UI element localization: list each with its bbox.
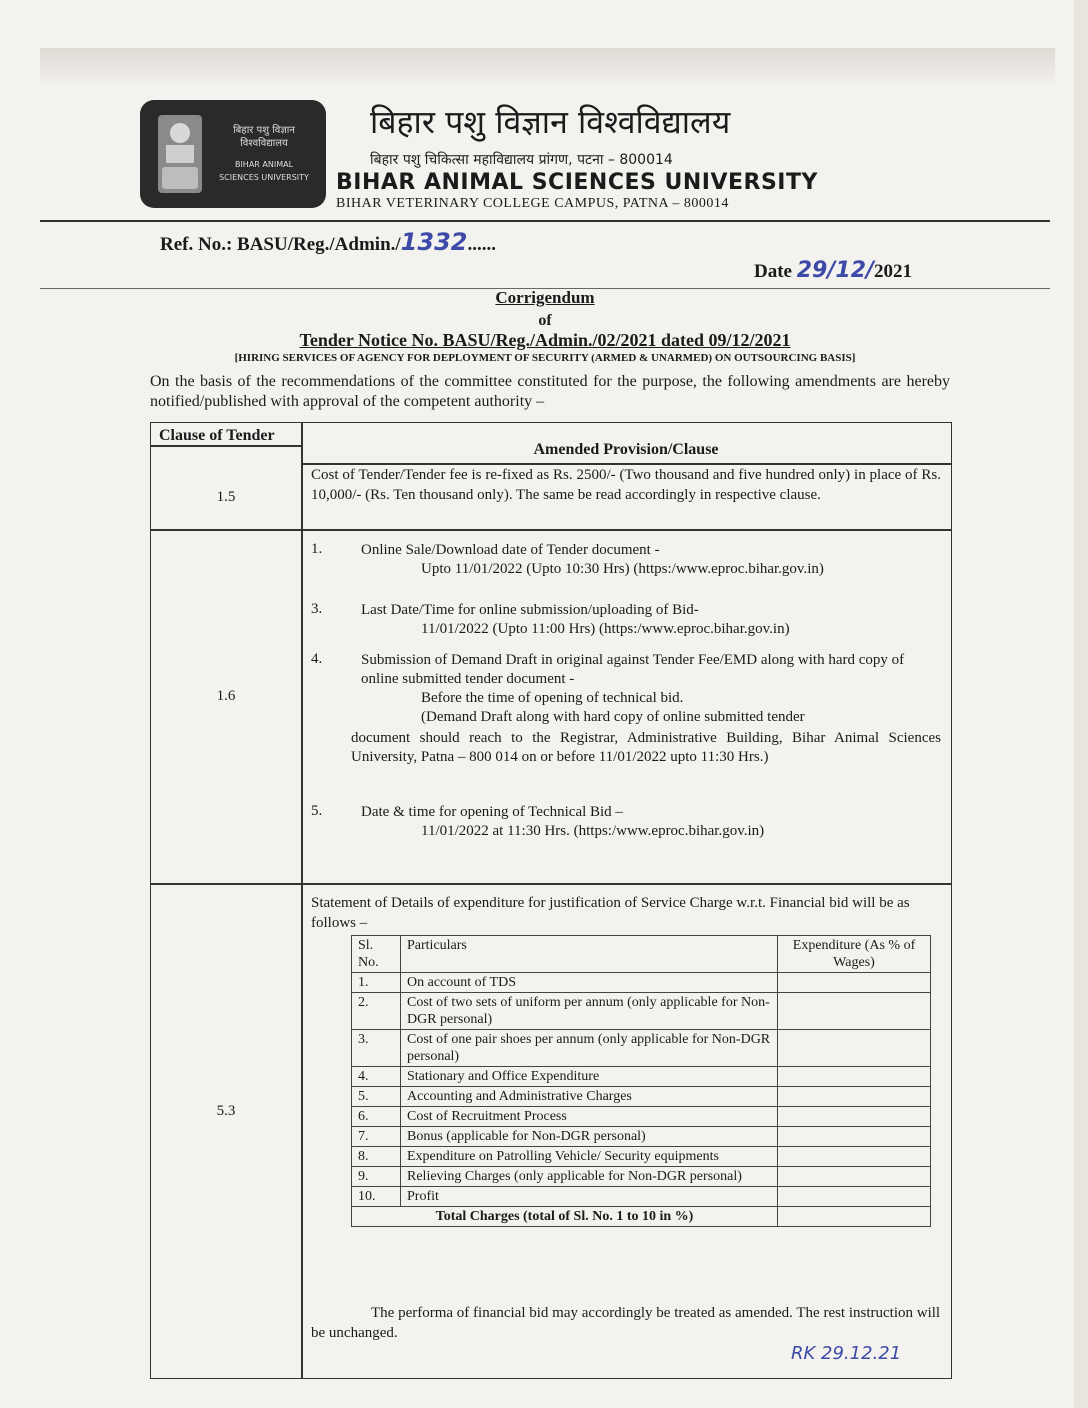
particular-cell: Bonus (applicable for Non-DGR personal): [401, 1127, 778, 1147]
list-item: [361, 601, 941, 639]
item-line: Submission of Demand Draft in original against Tender Fee/EMD along with hard copy of online submitted tender document -: [361, 652, 905, 687]
table-row: [352, 1107, 931, 1127]
particular-cell: Stationary and Office Expenditure: [401, 1067, 778, 1087]
header-rule-left: [151, 445, 301, 447]
expenditure-cell: [778, 1067, 931, 1087]
total-row: [352, 1207, 931, 1227]
hiring-subheading: [HIRING SERVICES OF AGENCY FOR DEPLOYMENT OF SECURITY (ARMED & UNARMED) ON OUTSOURCING BASIS]: [234, 352, 856, 364]
table-row: [352, 1187, 931, 1207]
clause-5-3: 5.3: [216, 1103, 236, 1119]
clause-1-6: 1.6: [216, 688, 236, 704]
table-row: [352, 1167, 931, 1187]
date-label: Date: [754, 261, 797, 282]
sl-cell: 8.: [352, 1147, 401, 1167]
expenditure-cell: [778, 973, 931, 993]
row-divider: [151, 529, 951, 531]
expenditure-cell: [778, 1127, 931, 1147]
clause-1-5-text: Cost of Tender/Tender fee is re-fixed as Rs. 2500/- (Two thousand and five hundred only) in place of Rs. 10,000/- (Rs. Ten thousand only). The same be read accordingly in respective clause.: [311, 467, 941, 503]
of-text: of: [538, 312, 552, 329]
expenditure-cell: [778, 1167, 931, 1187]
university-title-hindi: बिहार पशु विज्ञान विश्वविद्यालय: [370, 103, 731, 141]
sl-cell: 10.: [352, 1187, 401, 1207]
item-line: 11/01/2022 (Upto 11:00 Hrs) (https:/www.eproc.bihar.gov.in): [421, 621, 790, 637]
university-title-english: BIHAR ANIMAL SCIENCES UNIVERSITY: [336, 170, 818, 195]
sl-cell: 7.: [352, 1127, 401, 1147]
table-row: [352, 993, 931, 1030]
corrigendum-heading: Corrigendum: [495, 288, 595, 307]
sl-cell: 1.: [352, 973, 401, 993]
particular-cell: Cost of Recruitment Process: [401, 1107, 778, 1127]
particular-cell: On account of TDS: [401, 973, 778, 993]
logo-text-english: BIHAR ANIMAL SCIENCES UNIVERSITY: [219, 160, 309, 182]
item-line: Upto 11/01/2022 (Upto 10:30 Hrs) (https:/www.eproc.bihar.gov.in): [421, 561, 824, 577]
total-label: Total Charges (total of Sl. No. 1 to 10 in %): [352, 1207, 778, 1227]
header-divider: [40, 220, 1050, 222]
list-item: [361, 651, 941, 727]
ref-number-handwritten: 1332: [400, 228, 468, 256]
tender-notice-heading: Tender Notice No. BASU/Reg./Admin./02/2021 dated 09/12/2021: [299, 330, 791, 350]
particular-cell: Accounting and Administrative Charges: [401, 1087, 778, 1107]
closing-paragraph: The performa of financial bid may accordingly be treated as amended. The rest instruction will be unchanged.: [311, 1305, 941, 1341]
expenditure-cell: [778, 993, 931, 1030]
expenditure-statement: Statement of Details of expenditure for justification of Service Charge w.r.t. Financial bid will be as follows –: [311, 895, 910, 931]
university-logo: [140, 100, 326, 208]
date-year: 2021: [874, 261, 913, 282]
header-expenditure: Expenditure (As % of Wages): [778, 936, 931, 973]
ref-label: Ref. No.: BASU/Reg./Admin./: [160, 234, 401, 255]
amendment-table: [150, 422, 952, 1379]
handwritten-signature: RK 29.12.21: [791, 1343, 902, 1364]
expenditure-cell: [778, 1030, 931, 1067]
col-header-provision: Amended Provision/Clause: [533, 441, 719, 458]
row-divider: [151, 883, 951, 885]
date-handwritten: 29/12/: [796, 258, 875, 283]
table-row: [352, 1087, 931, 1107]
expenditure-table: [351, 935, 931, 1227]
sl-cell: 2.: [352, 993, 401, 1030]
item-number: 4.: [311, 651, 323, 667]
item-line: Last Date/Time for online submission/uploading of Bid-: [361, 602, 699, 618]
demand-draft-note: document should reach to the Registrar, Administrative Building, Bihar Animal Sciences University, Patna – 800 014 on or before 11/01/2022 upto 11:30 Hrs.): [351, 730, 941, 765]
scan-edge: [1074, 0, 1088, 1408]
table-row: [352, 1030, 931, 1067]
logo-text-hindi: बिहार पशु विज्ञान विश्वविद्यालय: [233, 125, 295, 149]
header-particulars: Particulars: [401, 936, 778, 973]
document-page: [40, 70, 1050, 1390]
column-divider: [301, 423, 303, 1378]
reference-number: [160, 228, 496, 256]
item-line: Before the time of opening of technical bid.: [421, 690, 684, 706]
item-number: 3.: [311, 601, 323, 617]
clause-1-5: 1.5: [216, 489, 236, 505]
col-header-clause: Clause of Tender: [159, 427, 275, 444]
sl-cell: 5.: [352, 1087, 401, 1107]
table-row: [352, 973, 931, 993]
ref-dots: ......: [467, 234, 496, 255]
sl-cell: 4.: [352, 1067, 401, 1087]
particular-cell: Profit: [401, 1187, 778, 1207]
particular-cell: Relieving Charges (only applicable for Non-DGR personal): [401, 1167, 778, 1187]
university-subtitle-hindi: बिहार पशु चिकित्सा महाविद्यालय प्रांगण, पटना – 800014: [370, 152, 673, 168]
list-item: [361, 803, 941, 841]
list-item: [361, 541, 941, 579]
sl-cell: 6.: [352, 1107, 401, 1127]
item-line: Date & time for opening of Technical Bid –: [361, 804, 623, 820]
sl-cell: 3.: [352, 1030, 401, 1067]
item-line: 11/01/2022 at 11:30 Hrs. (https:/www.eproc.bihar.gov.in): [421, 823, 765, 839]
intro-paragraph: On the basis of the recommendations of the committee constituted for the purpose, the following amendments are hereby notified/published with approval of the competent authority –: [150, 373, 950, 410]
ashoka-emblem-icon: [154, 111, 206, 197]
date-line: [754, 258, 912, 283]
total-value: [778, 1207, 931, 1227]
particular-cell: Expenditure on Patrolling Vehicle/ Security equipments: [401, 1147, 778, 1167]
table-header-row: [352, 936, 931, 973]
table-row: [352, 1127, 931, 1147]
table-row: [352, 1147, 931, 1167]
sl-cell: 9.: [352, 1167, 401, 1187]
header-sl-no: Sl. No.: [352, 936, 401, 973]
particular-cell: Cost of one pair shoes per annum (only applicable for Non-DGR personal): [401, 1030, 778, 1067]
expenditure-cell: [778, 1187, 931, 1207]
particular-cell: Cost of two sets of uniform per annum (only applicable for Non-DGR personal): [401, 993, 778, 1030]
expenditure-cell: [778, 1147, 931, 1167]
item-line: Online Sale/Download date of Tender document -: [361, 542, 660, 558]
table-row: [352, 1067, 931, 1087]
item-number: 1.: [311, 541, 323, 557]
expenditure-cell: [778, 1087, 931, 1107]
expenditure-cell: [778, 1107, 931, 1127]
university-subtitle-english: BIHAR VETERINARY COLLEGE CAMPUS, PATNA – 800014: [336, 196, 729, 211]
item-line: (Demand Draft along with hard copy of online submitted tender: [421, 709, 805, 725]
item-number: 5.: [311, 803, 323, 819]
